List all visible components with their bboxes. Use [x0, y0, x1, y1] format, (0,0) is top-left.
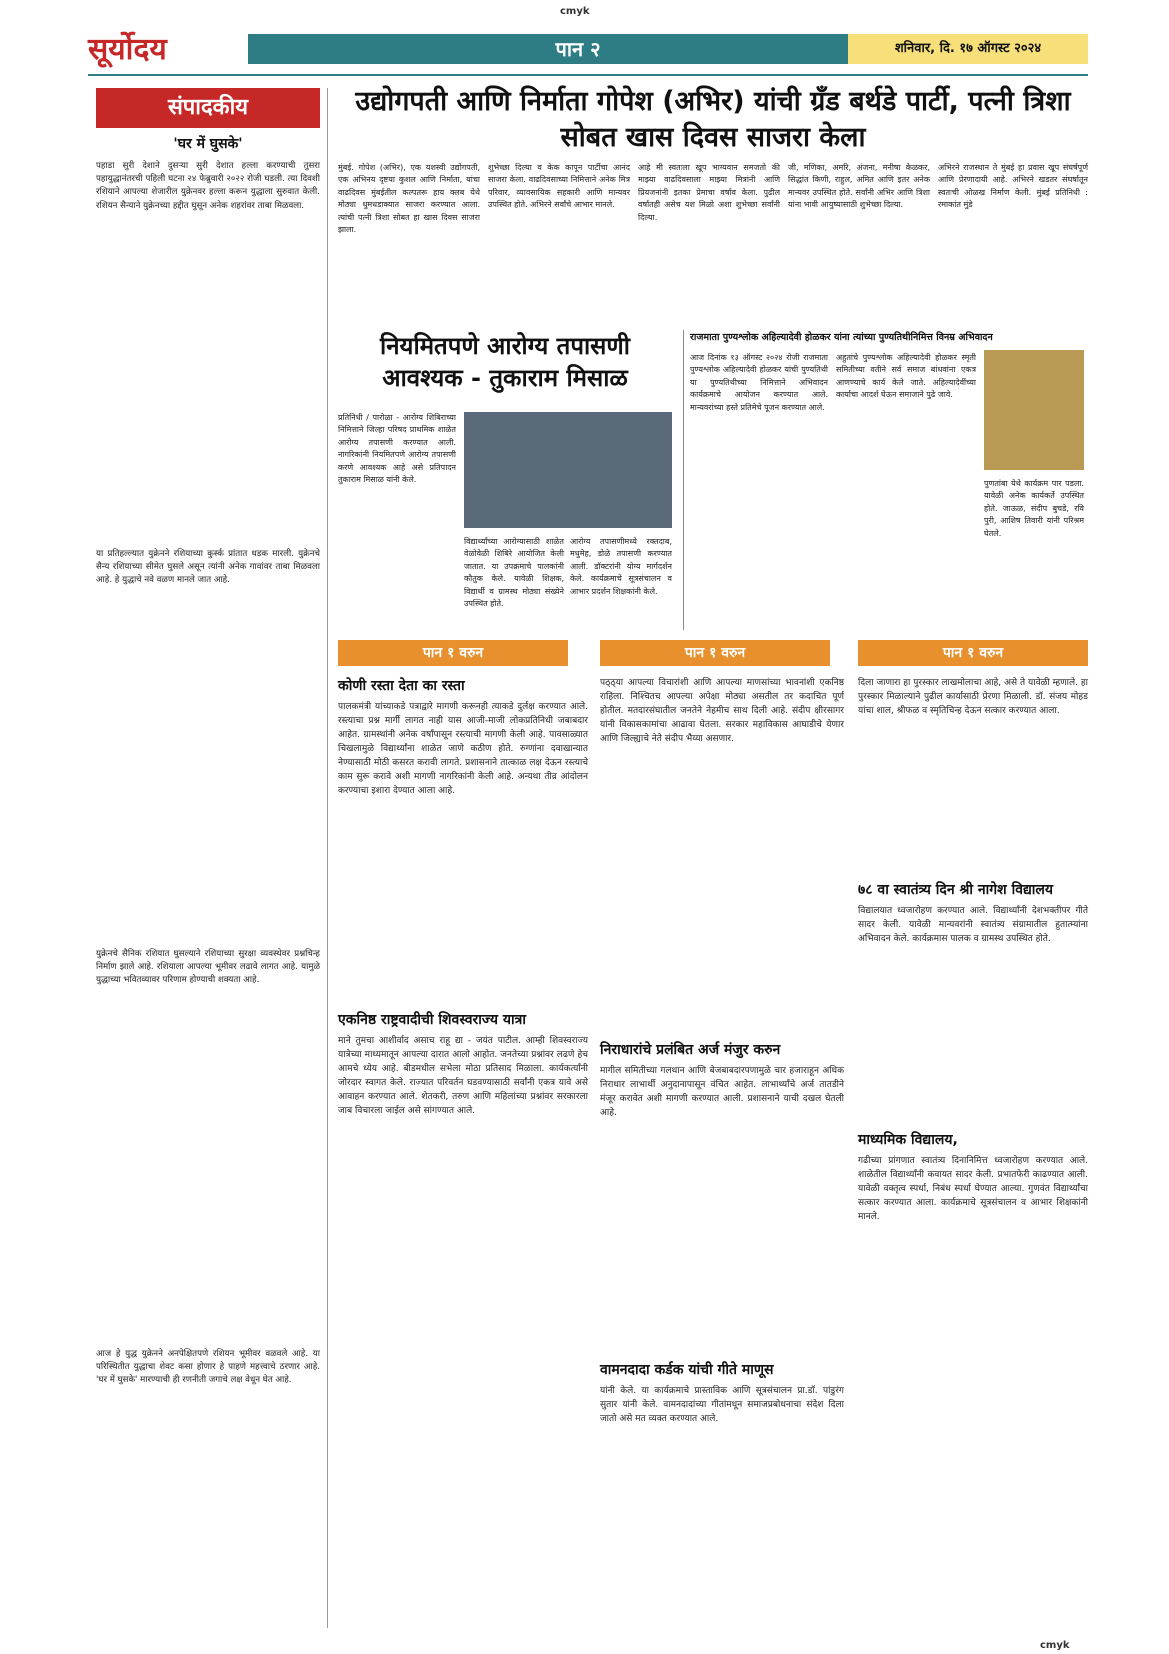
article-heading: एकनिष्ठ राष्ट्रवादीची शिवस्वराज्य यात्रा [338, 1012, 527, 1028]
rajmata-column: आज दिनांक १३ ऑगस्ट २०२४ रोजी राजमाता पुण्यश्लोक अहिल्यादेवी होळकर यांची पुण्यतिथी या पुण्यतिथीच्या निमित्ताने अभिवादन कार्यक्रमाचे आयोजन करण्यात आले. मान्यवरांच्या हस्ते प्रतिमेचे पूजन करण्यात आले. [690, 353, 828, 412]
article-heading: वामनदादा कर्डक यांची गीते माणूस [600, 1362, 774, 1378]
article-body: मागील समितीच्या गलथान आणि बेजबाबदारपणामुळे चार हजाराहून अधिक निराधार लाभार्थी अनुदानापासून वंचित आहेत. लाभार्थ्यांचे अर्ज तातडीने मंजूर करावेत अशी मागणी करण्यात आली. प्रशासनाने याची दखल घेतली आहे. [600, 1066, 844, 1118]
page-number: पान २ [248, 34, 908, 64]
masthead [88, 28, 1088, 72]
continued-banner: पान १ वरुन [858, 640, 1088, 666]
article-body: पालकमंत्री यांच्याकडे पत्राद्वारे मागणी करूनही त्याकडे दुर्लक्ष करण्यात आले. रस्त्याचा प्रश्न मार्गी लागत नाही यास आजी-माजी लोकप्रतिनिधी जबाबदार आहेत. ग्रामस्थांनी अनेक वर्षांपासून रस्त्याची मागणी केली आहे. पावसाळ्यात चिखलामुळे विद्यार्थ्यांना शाळेत जाणे कठीण होते. रुग्णांना दवाखान्यात नेण्यासाठी मोठी कसरत करावी लागते. प्रशासनाने तात्काळ लक्ष देऊन रस्त्याचे काम सुरू करावे अशी मागणी नागरिकांनी केली आहे. अन्यथा तीव्र आंदोलन करण्याचा इशारा देण्यात आला आहे. [338, 702, 588, 796]
health-column: प्रतिनिधी / पारोळा - आरोग्य शिबिराच्या निमित्ताने जिल्हा परिषद प्राथमिक शाळेत आरोग्य तपासणी करण्यात आली. नागरिकांनी नियमितपणे आरोग्य तपासणी करणे आवश्यक आहे असे प्रतिपादन तुकाराम मिसाळ यांनी केले. [338, 413, 456, 485]
lead-headline: उद्योगपती आणि निर्माता गोपेश (अभिर) यांची ग्रँड बर्थडे पार्टी, पत्नी त्रिशा सोबत खास दिवस साजरा केला [355, 86, 1071, 153]
continued-banner: पान १ वरुन [338, 640, 568, 666]
article-heading: कोणी रस्ता देता का रस्ता [338, 678, 465, 694]
editorial-subtitle: 'घर में घुसके' [173, 136, 243, 152]
editorial-column [88, 88, 328, 1628]
rajmata-article [683, 330, 1088, 630]
editorial-title: संपादकीय [96, 88, 320, 128]
editorial-paragraph: पहाडा सुरी देशाने दुसऱ्या सुरी देशात हल्ला करण्याची तुसरा पहायुद्धानंतरची पहिली घटना २४ फेब्रुवारी २०२२ रोजी घडली. त्या दिवशी रशियाने आपल्या शेजारील युक्रेनवर हल्ला करून युद्धाला सुरुवात केली. रशियन सैन्याने युक्रेनच्या हद्दीत घुसून अनेक शहरांवर ताबा मिळवला. [96, 161, 320, 211]
date-label: शनिवार, दि. १७ ऑगस्ट २०२४ [848, 34, 1088, 64]
article-body: विद्यालयात ध्वजारोहण करण्यात आले. विद्यार्थ्यांनी देशभक्तीपर गीते सादर केली. यावेळी मान्यवरांनी स्वातंत्र्य संग्रामातील हुतात्म्यांना अभिवादन केले. कार्यक्रमास पालक व ग्रामस्थ उपस्थित होते. [858, 906, 1088, 944]
health-column: विद्यार्थ्यांच्या आरोग्यासाठी शाळेत वेळोवेळी शिबिरे आयोजित केली जातात. या उपक्रमाचे पालकांनी कौतुक केले. यावेळी शिक्षक, विद्यार्थी व ग्रामस्थ मोठ्या संख्येने उपस्थित होते. [464, 537, 564, 609]
continued-banner: पान १ वरुन [600, 640, 830, 666]
rajmata-headline: राजमाता पुण्यश्लोक अहिल्यादेवी होळकर यांना त्यांच्या पुण्यतिथीनिमित्त विनम्र अभिवादन [690, 332, 993, 343]
lead-column: अभिरने राजस्थान ते मुंबई हा प्रवास खूप संघर्षपूर्ण आणि प्रेरणादायी आहे. अभिरने खडतर संघर्षातून स्वतःची ओळख निर्माण केली. मुंबई प्रतिनिधी : रमाकांत मुंडे [938, 163, 1088, 210]
lead-column: जी, मणिका, अमरि, अंजना, मनीषा केळकर, सिद्धांत किणी, राहुल, अमित आणि इतर अनेक मान्यवर उपस्थित होते. सर्वांनी अभिर आणि त्रिशा यांना भावी आयुष्यासाठी शुभेच्छा दिल्या. [788, 163, 930, 210]
article-heading: ७८ वा स्वातंत्र्य दिन श्री नागेश विद्यालय [858, 882, 1054, 898]
health-headline: नियमितपणे आरोग्य तपासणी आवश्यक - तुकाराम मिसाळ [380, 332, 630, 392]
newspaper-logo: सूर्योदय [88, 32, 167, 67]
cmyk-mark: cmyk [1040, 1640, 1070, 1651]
article-body: पठ्ठ्या आपल्या विचारांशी आणि आपल्या माणसांच्या भावनांशी एकनिष्ठ राहिला. निश्चितच आपल्या अपेक्षा मोठ्या असतील तर कदाचित पूर्ण होतील. मतदारसंघातील जनतेने नेहमीच साथ दिली आहे. संदीप क्षीरसागर यांनी विकासकामांचा आढावा घेतला. सरकार महाविकास आघाडीचे येणार आणि जिल्ह्याचे नेते संदीप भैय्या असणार. [600, 678, 844, 744]
portrait-photo [984, 350, 1084, 470]
health-column: आरोग्य तपासणीमध्ये रक्तदाब, मधुमेह, डोळे तपासणी करण्यात आली. डॉक्टरांनी योग्य मार्गदर्शन केले. कार्यक्रमाचे सूत्रसंचालन व आभार प्रदर्शन शिक्षकांनी केले. [570, 537, 672, 596]
rajmata-column: पुणतांबा येथे कार्यक्रम पार पडला. यावेळी अनेक कार्यकर्ते उपस्थित होते. जाऊळ, संदीप बुचडे, रवि पुरी, आशिष तिवारी यांनी परिश्रम घेतले. [984, 479, 1084, 538]
cmyk-mark: cmyk [560, 6, 590, 17]
article-body: यांनी केले. या कार्यक्रमाचे प्रास्ताविक आणि सूत्रसंचालन प्रा.डॉ. पांडुरंग सुतार यांनी केले. वामनदादांच्या गीतांमधून समाजप्रबोधनाचा संदेश दिला जातो असे मत व्यक्त करण्यात आले. [600, 1386, 844, 1424]
editorial-paragraph: या प्रतिहल्ल्यात युक्रेनने रशियाच्या कुर्स्क प्रांतात धडक मारली. युक्रेनचे सैन्य रशियाच्या सीमेत घुसले असून त्यांनी अनेक गावांवर ताबा मिळवला आहे. हे युद्धाचे नवे वळण मानले जात आहे. [96, 549, 320, 586]
header-divider [88, 74, 1088, 76]
health-article [338, 330, 672, 630]
article-body: माने तुमचा आशीर्वाद असाच राहू द्या - जयंत पाटील. आम्ही शिवस्वराज्य यात्रेच्या माध्यमातून आपल्या दारात आलो आहोत. जनतेच्या प्रश्नांवर लढणे हेच आमचे ध्येय आहे. बीडमधील सभेला मोठा प्रतिसाद मिळाला. कार्यकर्त्यांनी जोरदार स्वागत केले. राज्यात परिवर्तन घडवण्यासाठी सर्वांनी एकत्र यावे असे आवाहन करण्यात आले. शेतकरी, तरुण आणि महिलांच्या प्रश्नांवर सरकारला जाब विचारला जाईल असे सांगण्यात आले. [338, 1036, 588, 1116]
article-body: दिला जाणारा हा पुरस्कार लाखमोलाचा आहे, असे ते यावेळी म्हणाले. हा पुरस्कार मिळाल्याने पुढील कार्यासाठी प्रेरणा मिळाली. डॉ. संजय मोहड यांचा शाल, श्रीफळ व स्मृतिचिन्ह देऊन सत्कार करण्यात आला. [858, 678, 1088, 716]
article-body: गढीच्या प्रांगणात स्वातंत्र्य दिनानिमित्त ध्वजारोहण करण्यात आले. शाळेतील विद्यार्थ्यांनी कवायत सादर केली. प्रभातफेरी काढण्यात आली. यावेळी वक्तृत्व स्पर्धा, निबंध स्पर्धा घेण्यात आल्या. गुणवंत विद्यार्थ्यांचा सत्कार करण्यात आला. कार्यक्रमाचे सूत्रसंचालन व आभार शिक्षकांनी मानले. [858, 1156, 1088, 1222]
event-photo [464, 412, 672, 528]
article-heading: माध्यमिक विद्यालय, [858, 1132, 958, 1148]
rajmata-column: अहुतांचे पुण्यश्लोक अहिल्यादेवी होळकर स्मृती समितीच्या वतीने सर्व समाज बांधवांना एकत्र आणण्याचे कार्य केले जाते. अहिल्यादेवींच्या कार्याचा आदर्श घेऊन समाजाने पुढे जावे. [836, 353, 976, 400]
editorial-paragraph: युक्रेनचे सैनिक रशियात घुसल्याने रशियाच्या सुरक्षा व्यवस्थेवर प्रश्नचिन्ह निर्माण झाले आहे. रशियाला आपल्या भूमीवर लढावे लागत आहे. यामुळे युद्धाच्या भवितव्यावर परिणाम होण्याची शक्यता आहे. [96, 949, 320, 986]
editorial-paragraph: आज हे युद्ध युक्रेनने अनपेक्षितपणे रशियन भूमीवर वळवले आहे. या परिस्थितीत युद्धाचा शेवट कसा होणार हे पाहणे महत्त्वाचे ठरणार आहे. 'घर में घुसके' मारण्याची ही रणनीती जगाचे लक्ष वेधून घेत आहे. [96, 1349, 320, 1386]
lead-column: शुभेच्छा दिल्या व केक कापून पार्टीचा आनंद साजरा केला. वाढदिवसाच्या निमित्ताने अनेक मित्र परिवार, व्यावसायिक सहकारी आणि मान्यवर उपस्थित होते. अभिरने सर्वांचे आभार मानले. [488, 163, 630, 210]
lead-column: आहे मी स्वतःला खूप भाग्यवान समजतो की माझ्या वाढदिवसाला माझ्या मित्रांनी आणि प्रियजनांनी इतका प्रेमाचा वर्षाव केला. पुढील वर्षातही असेच यश मिळो अशा शुभेच्छा सर्वांनी दिल्या. [638, 163, 780, 222]
lead-column: मुंबई. गोपेश (अभिर), एक यशस्वी उद्योगपती, एक अभिनय दृष्टया कुशल आणि निर्माता, यांचा वाढदिवस मुंबईतील कल्पतरू हाय क्लब येथे मोठ्या धुमधडाक्यात साजरा करण्यात आला. त्यांची पत्नी त्रिशा सोबत हा खास दिवस साजरा झाला. [338, 163, 480, 235]
article-heading: निराधारांचे प्रलंबित अर्ज मंजुर करुन [600, 1042, 781, 1058]
